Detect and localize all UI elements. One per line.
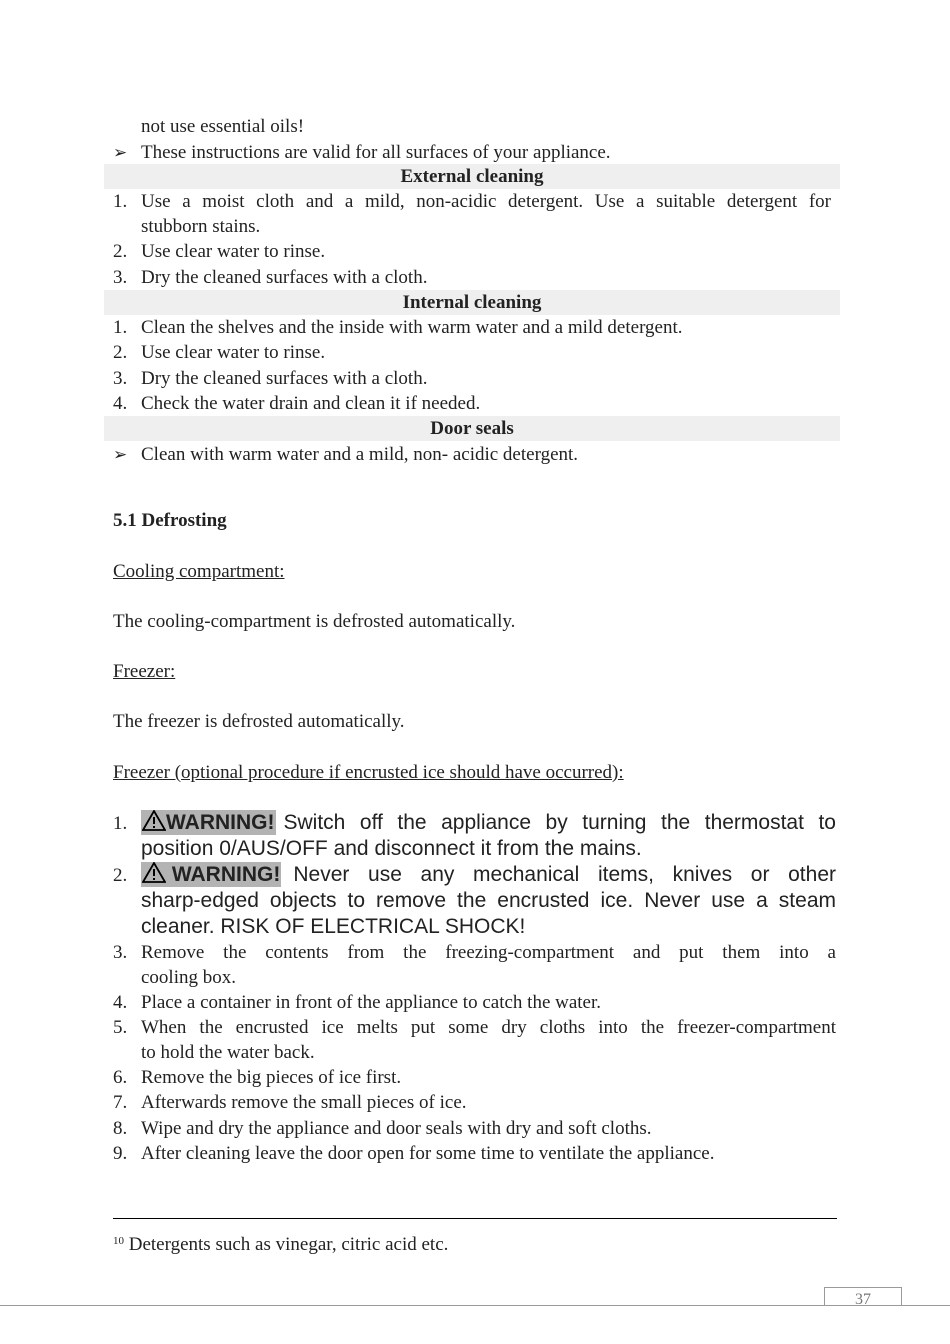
warning-2-text-cont: cleaner. RISK OF ELECTRICAL SHOCK!: [141, 915, 526, 938]
door-seals-text: Clean with warm water and a mild, non- acidic detergent.: [141, 444, 579, 465]
list-number: 1.: [113, 813, 128, 834]
warning-triangle-icon: [142, 862, 166, 883]
warning-badge: [141, 862, 281, 887]
list-item: Remove the big pieces of ice first.: [141, 1067, 402, 1088]
section-title: 5.1 Defrosting: [113, 510, 227, 531]
list-item: Remove the contents from the freezing-compartment and put them into a: [141, 942, 836, 963]
warning-label: WARNING!: [171, 863, 281, 886]
cooling-label: Cooling compartment:: [113, 561, 285, 582]
warning-2-line: [141, 862, 836, 887]
list-item: After cleaning leave the door open for some time to ventilate the appliance.: [141, 1143, 715, 1164]
list-number: 2.: [113, 342, 128, 363]
warning-badge: [141, 810, 276, 835]
optional-procedure-label: Freezer (optional procedure if encrusted ice should have occurred):: [113, 762, 624, 783]
bullet-valid-text: These instructions are valid for all surfaces of your appliance.: [141, 142, 611, 163]
list-number: 3.: [113, 942, 128, 963]
freezer-text: The freezer is defrosted automatically.: [113, 711, 405, 732]
list-item: Check the water drain and clean it if needed.: [141, 393, 481, 414]
internal-cleaning-heading: Internal cleaning: [104, 290, 840, 315]
list-item: When the encrusted ice melts put some dry cloths into the freezer-compartment: [141, 1017, 836, 1038]
list-item: Place a container in front of the appliance to catch the water.: [141, 992, 602, 1013]
footnote-text: Detergents such as vinegar, citric acid etc.: [128, 1234, 449, 1255]
door-seals-heading: Door seals: [104, 416, 840, 441]
list-item-cont: to hold the water back.: [141, 1042, 315, 1063]
list-item: Use a moist cloth and a mild, non-acidic detergent. Use a suitable detergent for: [141, 191, 831, 212]
list-item-cont: stubborn stains.: [141, 216, 261, 237]
list-number: 6.: [113, 1067, 128, 1088]
list-number: 2.: [113, 865, 128, 886]
list-number: 3.: [113, 267, 128, 288]
freezer-label: Freezer:: [113, 661, 176, 682]
warning-1-text-cont: position 0/AUS/OFF and disconnect it from the mains.: [141, 837, 642, 860]
list-number: 9.: [113, 1143, 128, 1164]
bullet-arrow-icon: ➢: [113, 445, 128, 464]
list-item: Dry the cleaned surfaces with a cloth.: [141, 267, 428, 288]
continued-text: not use essential oils!: [141, 116, 305, 137]
warning-1-line: [141, 810, 836, 835]
warning-label: WARNING!: [166, 811, 275, 834]
list-number: 4.: [113, 992, 128, 1013]
page-number: 37: [824, 1287, 902, 1306]
list-number: 3.: [113, 368, 128, 389]
warning-2-text: Never use any mechanical items, knives or other: [293, 863, 836, 886]
list-number: 4.: [113, 393, 128, 414]
list-number: 5.: [113, 1017, 128, 1038]
footnote: [113, 1229, 448, 1257]
list-number: 1.: [113, 191, 128, 212]
warning-2-text-cont: sharp-edged objects to remove the encrusted ice. Never use a steam: [141, 889, 836, 912]
list-number: 2.: [113, 241, 128, 262]
page-footer-rule: [0, 1305, 950, 1306]
list-item: Use clear water to rinse.: [141, 241, 326, 262]
list-number: 7.: [113, 1092, 128, 1113]
list-item: Use clear water to rinse.: [141, 342, 326, 363]
list-item: Wipe and dry the appliance and door seals with dry and soft cloths.: [141, 1118, 652, 1139]
footnote-rule: [113, 1218, 837, 1219]
external-cleaning-heading: External cleaning: [104, 164, 840, 189]
warning-1-text: Switch off the appliance by turning the thermostat to: [283, 811, 836, 834]
cooling-text: The cooling-compartment is defrosted automatically.: [113, 611, 516, 632]
list-item-cont: cooling box.: [141, 967, 236, 988]
warning-triangle-icon: [142, 810, 166, 831]
list-number: 1.: [113, 317, 128, 338]
list-item: Afterwards remove the small pieces of ice.: [141, 1092, 467, 1113]
bullet-arrow-icon: ➢: [113, 143, 128, 162]
list-item: Dry the cleaned surfaces with a cloth.: [141, 368, 428, 389]
list-number: 8.: [113, 1118, 128, 1139]
list-item: Clean the shelves and the inside with warm water and a mild detergent.: [141, 317, 683, 338]
footnote-mark: 10: [113, 1235, 124, 1247]
